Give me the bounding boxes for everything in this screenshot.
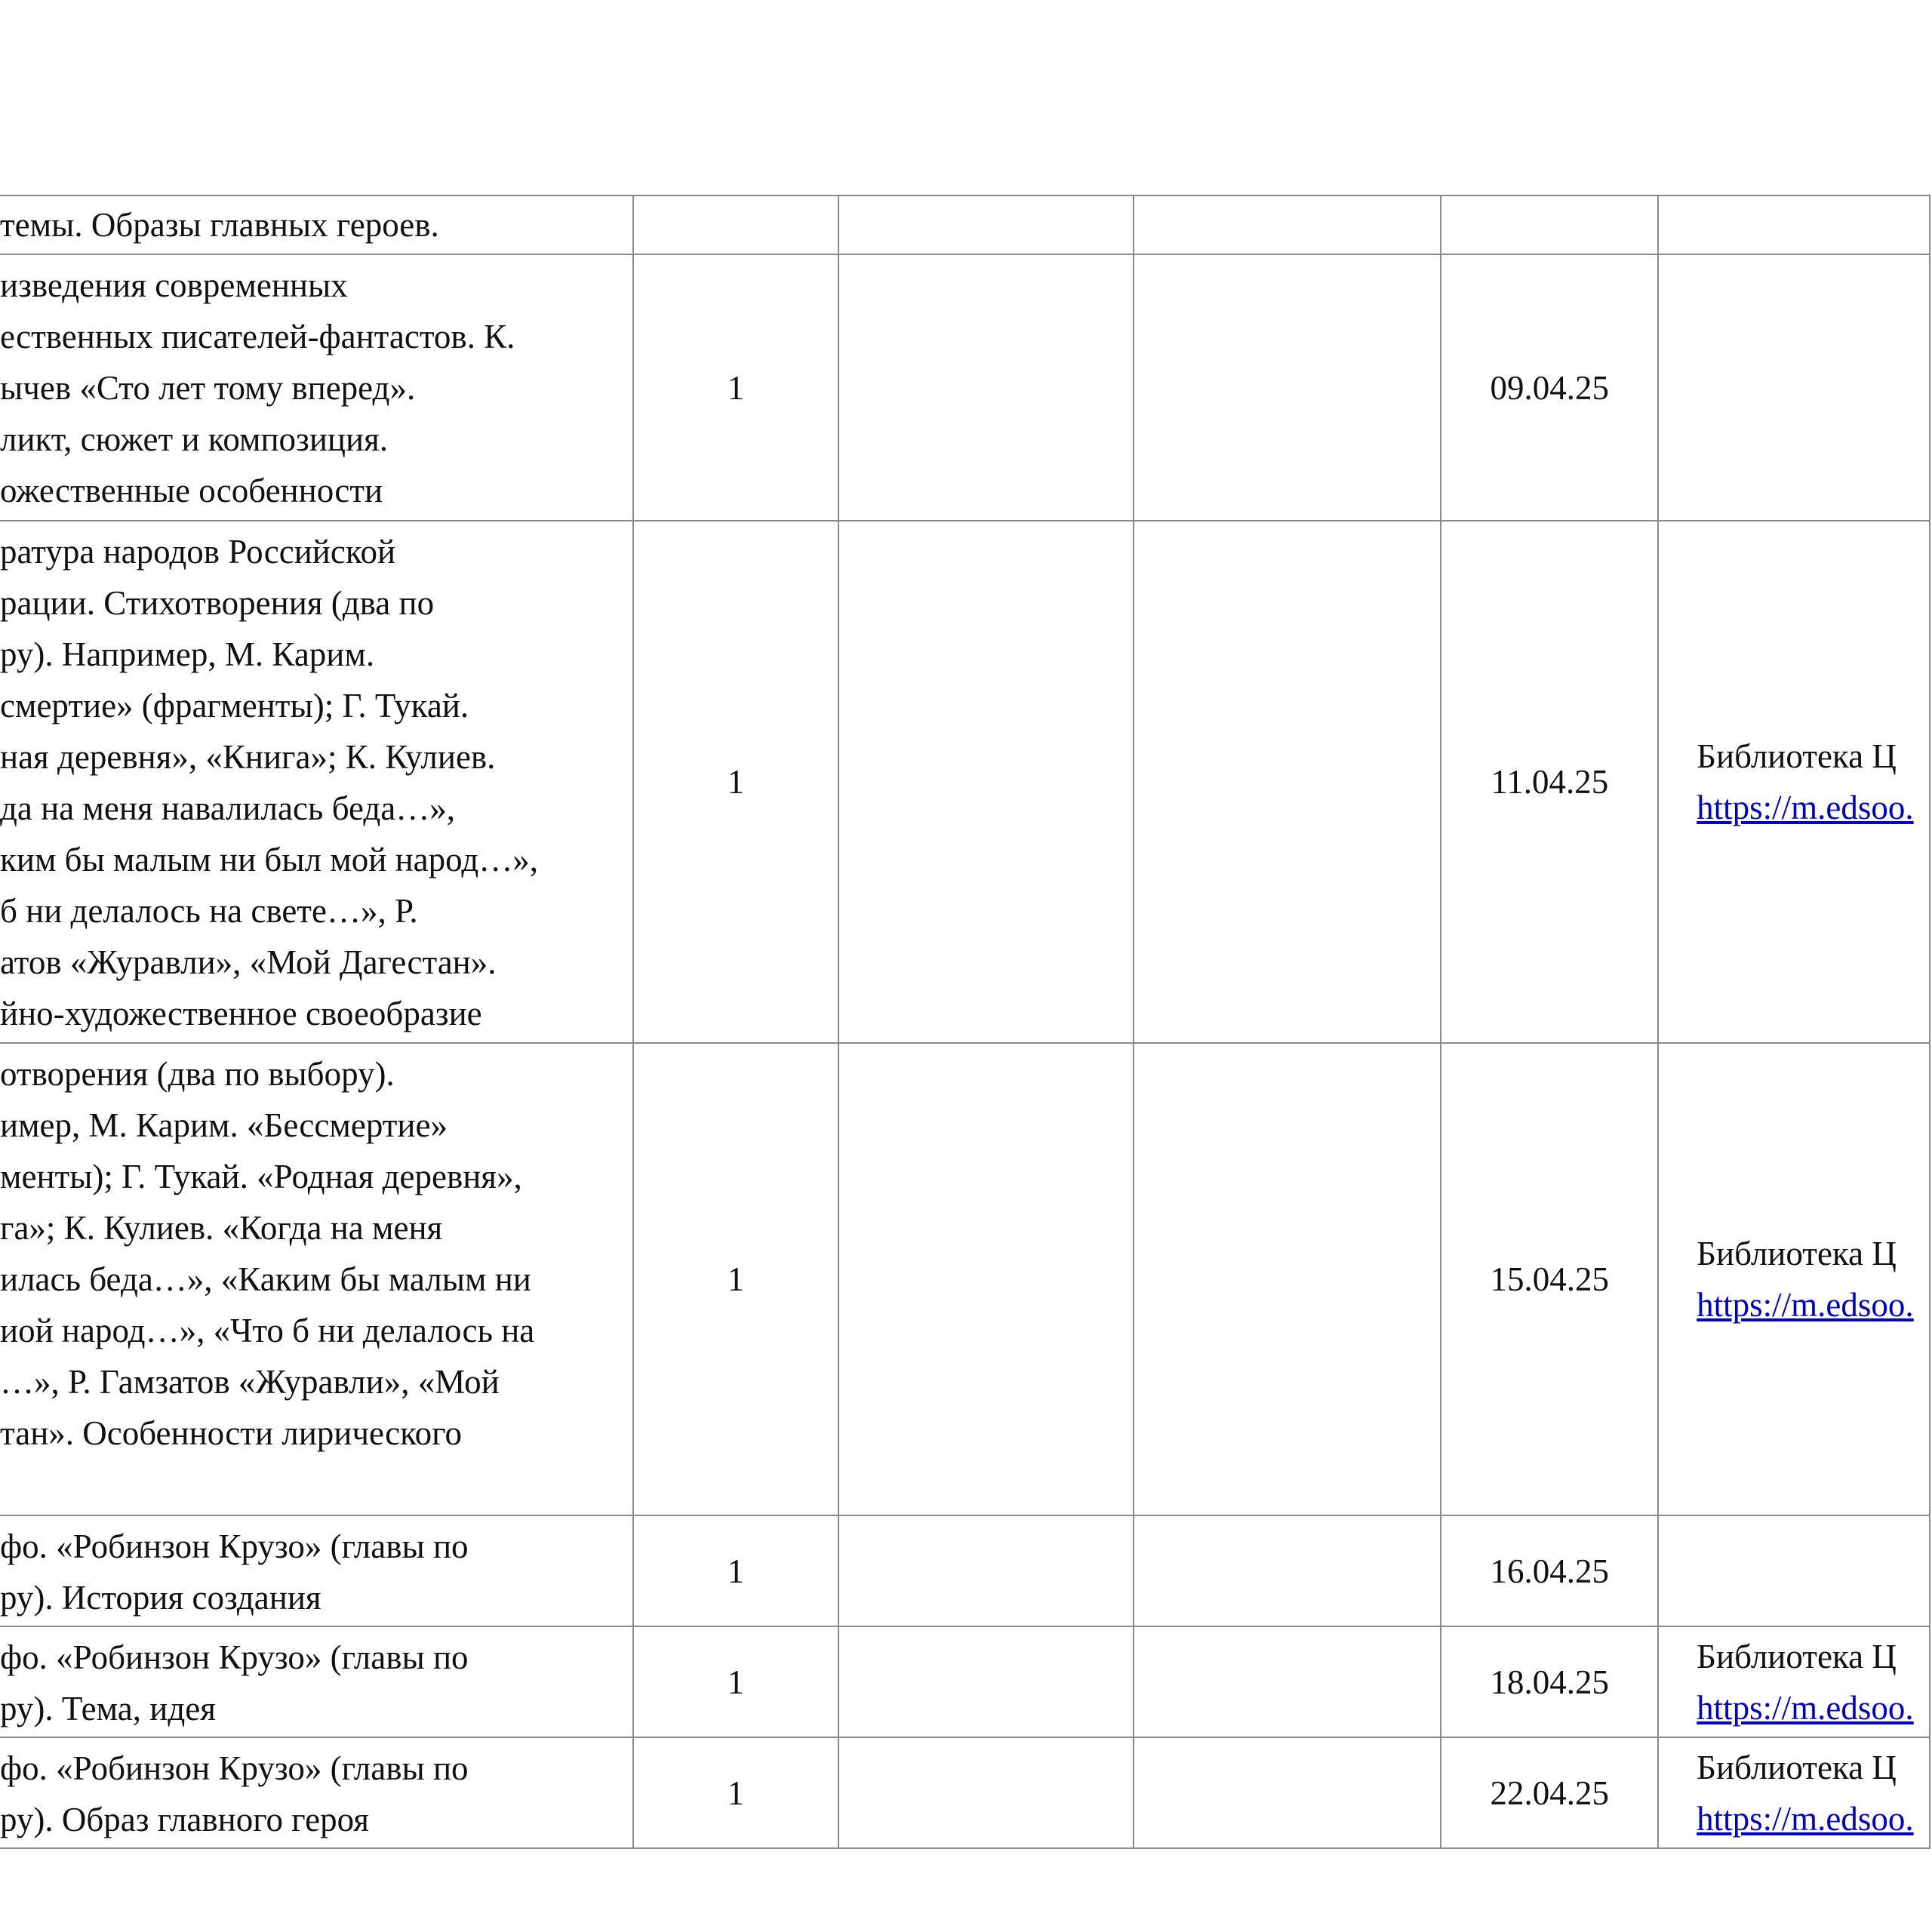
topic-cell bbox=[0, 521, 633, 1043]
topic-cell bbox=[0, 1737, 633, 1848]
practical-work-cell bbox=[1134, 521, 1441, 1043]
date-cell: 09.04.25 bbox=[1441, 254, 1658, 521]
resource-link[interactable]: https://m.edsoo. bbox=[1697, 1286, 1914, 1324]
topic-line: смертие» (фрагменты); Г. Тукай. bbox=[0, 687, 469, 724]
hours-cell: 1 bbox=[633, 1626, 839, 1737]
practical-work-cell bbox=[1134, 1515, 1441, 1626]
library-label: Библиотека Ц bbox=[1697, 737, 1897, 775]
topic-line: тан». Особенности лирического bbox=[0, 1414, 463, 1452]
hours-cell: 1 bbox=[633, 1515, 839, 1626]
topic-cell bbox=[0, 1043, 633, 1515]
topic-cell bbox=[0, 1515, 633, 1626]
resource-cell bbox=[1658, 1737, 1930, 1848]
resource-link[interactable]: https://m.edsoo. bbox=[1697, 1688, 1914, 1727]
topic-line: да на меня навалилась беда…», bbox=[0, 789, 455, 827]
topic-line: ру). Образ главного героя bbox=[0, 1801, 369, 1838]
control-work-cell bbox=[838, 195, 1134, 254]
practical-work-cell bbox=[1134, 254, 1441, 521]
hours-cell: 1 bbox=[633, 521, 839, 1043]
date-cell bbox=[1441, 195, 1658, 254]
resource-cell bbox=[1658, 254, 1930, 521]
control-work-cell bbox=[838, 1515, 1134, 1626]
topic-cell bbox=[0, 195, 633, 254]
topic-line: ликт, сюжет и композиция. bbox=[0, 420, 389, 458]
table-row bbox=[0, 1626, 1930, 1737]
hours-cell: 1 bbox=[633, 254, 839, 521]
library-label: Библиотека Ц bbox=[1697, 1748, 1897, 1786]
topic-line: иой народ…», «Что б ни делалось на bbox=[0, 1312, 535, 1349]
resource-cell bbox=[1658, 195, 1930, 254]
topic-line: …», Р. Гамзатов «Журавли», «Мой bbox=[0, 1363, 500, 1401]
topic-line: б ни делалось на свете…», Р. bbox=[0, 892, 418, 930]
topic-line: ру). Например, М. Карим. bbox=[0, 635, 375, 673]
control-work-cell bbox=[838, 1626, 1134, 1737]
date-cell: 16.04.25 bbox=[1441, 1515, 1658, 1626]
topic-line: менты); Г. Тукай. «Родная деревня», bbox=[0, 1158, 522, 1195]
practical-work-cell bbox=[1134, 195, 1441, 254]
table-row bbox=[0, 1515, 1930, 1626]
topic-line: йно-художественное своеобразие bbox=[0, 995, 482, 1032]
date-cell: 22.04.25 bbox=[1441, 1737, 1658, 1848]
resource-cell bbox=[1658, 521, 1930, 1043]
topic-line: фо. «Робинзон Крузо» (главы по bbox=[0, 1749, 469, 1787]
topic-line: изведения современных bbox=[0, 266, 348, 304]
topic-line: отворения (два по выбору). bbox=[0, 1055, 395, 1093]
topic-line: темы. Образы главных героев. bbox=[0, 206, 439, 244]
practical-work-cell bbox=[1134, 1626, 1441, 1737]
date-cell: 11.04.25 bbox=[1441, 521, 1658, 1043]
table-row bbox=[0, 254, 1930, 521]
practical-work-cell bbox=[1134, 1043, 1441, 1515]
table-row bbox=[0, 521, 1930, 1043]
lesson-plan-table bbox=[0, 195, 1930, 1849]
topic-line: ру). Тема, идея bbox=[0, 1690, 216, 1727]
date-cell: 18.04.25 bbox=[1441, 1626, 1658, 1737]
topic-line: фо. «Робинзон Крузо» (главы по bbox=[0, 1527, 469, 1565]
resource-cell bbox=[1658, 1515, 1930, 1626]
library-label: Библиотека Ц bbox=[1697, 1235, 1897, 1272]
topic-line: ру). История создания bbox=[0, 1579, 321, 1617]
hours-cell: 1 bbox=[633, 1737, 839, 1848]
table-row bbox=[0, 1737, 1930, 1848]
topic-cell bbox=[0, 254, 633, 521]
resource-cell bbox=[1658, 1043, 1930, 1515]
resource-link[interactable]: https://m.edsoo. bbox=[1697, 1799, 1914, 1838]
topic-line: ественных писателей-фантастов. К. bbox=[0, 318, 515, 355]
control-work-cell bbox=[838, 1737, 1134, 1848]
topic-line: атов «Журавли», «Мой Дагестан». bbox=[0, 943, 497, 981]
control-work-cell bbox=[838, 254, 1134, 521]
topic-line: илась беда…», «Каким бы малым ни bbox=[0, 1260, 531, 1298]
topic-line: ким бы малым ни был мой народ…», bbox=[0, 841, 538, 878]
date-cell: 15.04.25 bbox=[1441, 1043, 1658, 1515]
hours-cell: 1 bbox=[633, 1043, 839, 1515]
topic-cell bbox=[0, 1626, 633, 1737]
topic-line: ычев «Сто лет тому вперед». bbox=[0, 369, 416, 407]
topic-line: ная деревня», «Книга»; К. Кулиев. bbox=[0, 738, 496, 776]
resource-link[interactable]: https://m.edsoo. bbox=[1697, 789, 1914, 826]
topic-line: рации. Стихотворения (два по bbox=[0, 584, 435, 622]
table-row bbox=[0, 195, 1930, 254]
topic-line: имер, М. Карим. «Бессмертие» bbox=[0, 1106, 448, 1144]
topic-line: фо. «Робинзон Крузо» (главы по bbox=[0, 1638, 469, 1676]
resource-cell bbox=[1658, 1626, 1930, 1737]
hours-cell bbox=[633, 195, 839, 254]
library-label: Библиотека Ц bbox=[1697, 1637, 1897, 1675]
table-row bbox=[0, 1043, 1930, 1515]
control-work-cell bbox=[838, 1043, 1134, 1515]
topic-line: ожественные особенности bbox=[0, 472, 383, 509]
practical-work-cell bbox=[1134, 1737, 1441, 1848]
topic-line: га»; К. Кулиев. «Когда на меня bbox=[0, 1209, 443, 1247]
topic-line: ратура народов Российской bbox=[0, 533, 396, 571]
control-work-cell bbox=[838, 521, 1134, 1043]
